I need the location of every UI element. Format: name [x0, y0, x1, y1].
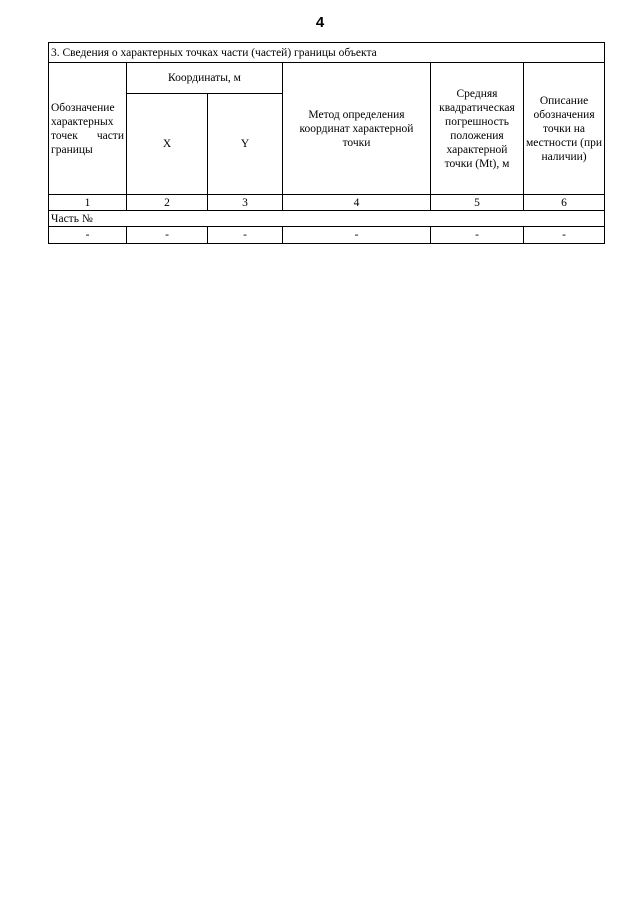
- column-number: 2: [127, 195, 208, 211]
- header-method: Метод определения координат характерной точки: [283, 63, 431, 195]
- table-cell: -: [127, 227, 208, 244]
- column-number-row: [49, 195, 605, 211]
- column-number: 5: [431, 195, 524, 211]
- characteristic-points-table: [48, 42, 605, 244]
- table-cell: -: [431, 227, 524, 244]
- table-cell: -: [208, 227, 283, 244]
- table-cell: -: [283, 227, 431, 244]
- table-cell: -: [524, 227, 605, 244]
- column-number: 6: [524, 195, 605, 211]
- header-y: Y: [208, 94, 283, 195]
- header-x: X: [127, 94, 208, 195]
- section-title: 3. Сведения о характерных точках части (частей) границы объекта: [49, 43, 605, 63]
- part-label: Часть №: [49, 211, 605, 227]
- table-cell: -: [49, 227, 127, 244]
- header-accuracy: Средняя квадратическая погрешность положения характерной точки (Mt), м: [431, 63, 524, 195]
- section-title-row: [49, 43, 605, 63]
- table-row: [49, 227, 605, 244]
- column-number: 3: [208, 195, 283, 211]
- header-description: Описание обозначения точки на местности (при наличии): [524, 63, 605, 195]
- column-number: 4: [283, 195, 431, 211]
- header-row-1: [49, 63, 605, 94]
- page-number: 4: [315, 14, 325, 31]
- part-row: [49, 211, 605, 227]
- column-number: 1: [49, 195, 127, 211]
- header-coordinates: Координаты, м: [127, 63, 283, 94]
- header-designation: Обозначение характерных точек части границы: [49, 63, 127, 195]
